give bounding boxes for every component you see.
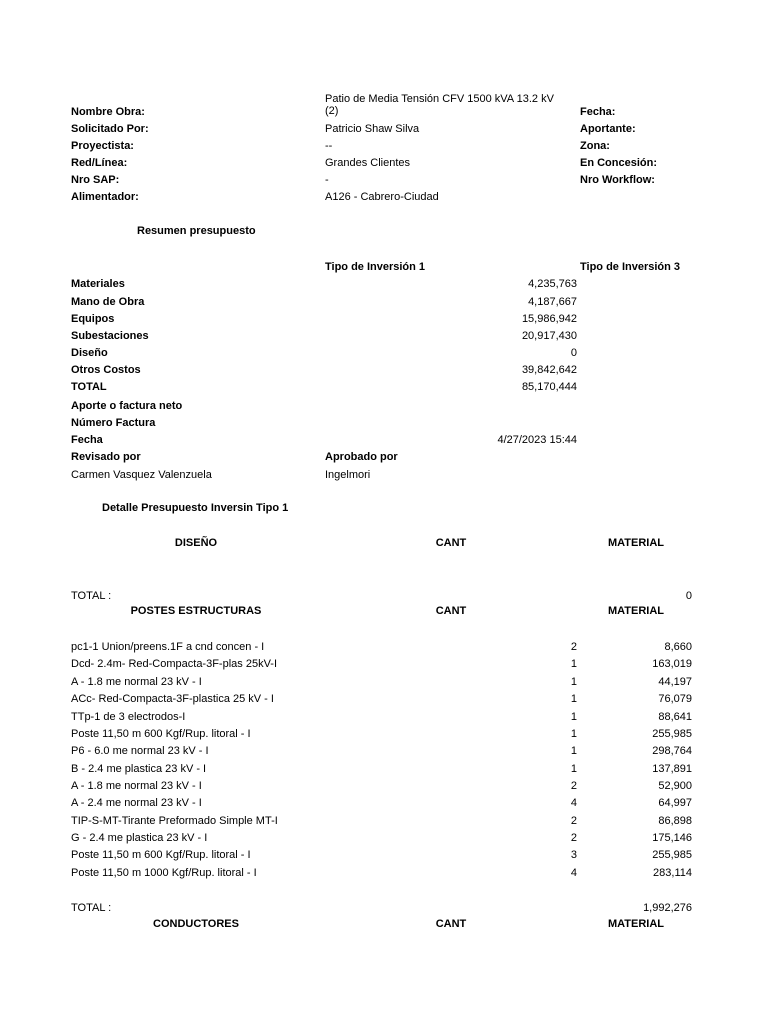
alimentador-value: A126 - Cabrero-Ciudad xyxy=(325,191,439,203)
postes-item-desc: TIP-S-MT-Tirante Preformado Simple MT-I xyxy=(71,815,278,827)
postes-item-cant: 1 xyxy=(570,693,577,705)
postes-total-value: 1,992,276 xyxy=(643,902,692,914)
postes-item-material: 64,997 xyxy=(658,797,692,809)
postes-item-material: 283,114 xyxy=(653,867,692,879)
obra-value-line1: Patio de Media Tensión CFV 1500 kVA 13.2 kV xyxy=(325,93,554,105)
postes-item-cant: 1 xyxy=(570,745,577,757)
diseno-material-header: MATERIAL xyxy=(607,537,664,549)
resumen-row-label: Diseño xyxy=(71,347,108,359)
diseno-total-label: TOTAL : xyxy=(71,590,112,602)
resumen-row-label: Número Factura xyxy=(71,417,156,429)
postes-item-cant: 1 xyxy=(570,728,577,740)
postes-item-cant: 4 xyxy=(570,797,577,809)
proyectista-value: -- xyxy=(325,140,333,152)
conductores-material-header: MATERIAL xyxy=(607,918,664,930)
postes-item-material: 163,019 xyxy=(652,658,692,670)
postes-item-cant: 2 xyxy=(570,641,577,653)
zona-label: Zona: xyxy=(580,140,610,152)
postes-item-material: 76,079 xyxy=(658,693,692,705)
resumen-row-label: Equipos xyxy=(71,313,115,325)
diseno-total-value: 0 xyxy=(685,590,692,602)
solicitado-label: Solicitado Por: xyxy=(71,123,149,135)
postes-item-desc: pc1-1 Union/preens.1F a cnd concen - I xyxy=(71,641,265,653)
resumen-row-value: 4/27/2023 15:44 xyxy=(497,434,577,446)
red-value: Grandes Clientes xyxy=(325,157,410,169)
postes-item-desc: G - 2.4 me plastica 23 kV - I xyxy=(71,832,208,844)
postes-material-header: MATERIAL xyxy=(607,605,664,617)
postes-item-desc: A - 1.8 me normal 23 kV - I xyxy=(71,780,202,792)
resumen-row-label: Mano de Obra xyxy=(71,296,145,308)
postes-item-material: 86,898 xyxy=(658,815,692,827)
conductores-cant-header: CANT xyxy=(435,918,467,930)
postes-item-cant: 1 xyxy=(570,711,577,723)
postes-cant-header: CANT xyxy=(435,605,467,617)
resumen-row-value: 0 xyxy=(570,347,577,359)
resumen-row-label: Subestaciones xyxy=(71,330,149,342)
postes-item-material: 298,764 xyxy=(652,745,692,757)
resumen-row-label: Fecha xyxy=(71,434,103,446)
postes-item-cant: 1 xyxy=(570,763,577,775)
postes-header: POSTES ESTRUCTURAS xyxy=(130,605,262,617)
aprobado-label: Aprobado por xyxy=(325,451,398,463)
postes-item-desc: A - 1.8 me normal 23 kV - I xyxy=(71,676,202,688)
fecha-label: Fecha: xyxy=(580,106,616,118)
sap-value: - xyxy=(325,174,329,186)
postes-item-desc: A - 2.4 me normal 23 kV - I xyxy=(71,797,202,809)
postes-item-desc: Poste 11,50 m 600 Kgf/Rup. litoral - I xyxy=(71,728,251,740)
resumen-row-value: 15,986,942 xyxy=(521,313,577,325)
resumen-row-label: Aporte o factura neto xyxy=(71,400,183,412)
postes-item-material: 52,900 xyxy=(658,780,692,792)
resumen-row-value: 4,187,667 xyxy=(528,296,577,308)
proyectista-label: Proyectista: xyxy=(71,140,134,152)
detalle-title: Detalle Presupuesto Inversin Tipo 1 xyxy=(102,502,289,514)
conductores-header: CONDUCTORES xyxy=(153,918,239,930)
postes-item-cant: 2 xyxy=(570,815,577,827)
postes-item-desc: Dcd- 2.4m- Red-Compacta-3F-plas 25kV-I xyxy=(71,658,278,670)
postes-item-cant: 1 xyxy=(570,658,577,670)
obra-value-line2: (2) xyxy=(325,105,339,117)
resumen-row-label: Otros Costos xyxy=(71,364,141,376)
postes-item-material: 255,985 xyxy=(652,849,692,861)
resumen-row-label: TOTAL xyxy=(71,381,107,393)
postes-item-material: 255,985 xyxy=(652,728,692,740)
resumen-row-label: Materiales xyxy=(71,278,125,290)
postes-item-material: 137,891 xyxy=(652,763,692,775)
resumen-row-value: 39,842,642 xyxy=(521,364,577,376)
postes-item-material: 88,641 xyxy=(658,711,692,723)
postes-item-material: 8,660 xyxy=(664,641,692,653)
resumen-row-value: 85,170,444 xyxy=(521,381,577,393)
workflow-label: Nro Workflow: xyxy=(580,174,655,186)
alimentador-label: Alimentador: xyxy=(71,191,139,203)
nombre-obra-label: Nombre Obra: xyxy=(71,106,145,118)
solicitado-value: Patricio Shaw Silva xyxy=(325,123,420,135)
postes-item-cant: 4 xyxy=(570,867,577,879)
postes-item-desc: B - 2.4 me plastica 23 kV - I xyxy=(71,763,207,775)
revisado-label: Revisado por xyxy=(71,451,141,463)
postes-item-desc: Poste 11,50 m 600 Kgf/Rup. litoral - I xyxy=(71,849,251,861)
postes-item-desc: P6 - 6.0 me normal 23 kV - I xyxy=(71,745,209,757)
resumen-title: Resumen presupuesto xyxy=(137,225,256,237)
postes-item-desc: TTp-1 de 3 electrodos-I xyxy=(71,711,186,723)
postes-total-label: TOTAL : xyxy=(71,902,112,914)
resumen-col1-header: Tipo de Inversión 1 xyxy=(325,261,426,273)
postes-item-desc: Poste 11,50 m 1000 Kgf/Rup. litoral - I xyxy=(71,867,257,879)
aportante-label: Aportante: xyxy=(580,123,636,135)
postes-item-material: 175,146 xyxy=(652,832,692,844)
resumen-row-value: 20,917,430 xyxy=(521,330,577,342)
diseno-header: DISEÑO xyxy=(174,537,218,549)
resumen-col3-header: Tipo de Inversión 3 xyxy=(580,261,681,273)
red-label: Red/Línea: xyxy=(71,157,128,169)
postes-item-material: 44,197 xyxy=(658,676,692,688)
concesion-label: En Concesión: xyxy=(580,157,658,169)
postes-item-desc: ACc- Red-Compacta-3F-plastica 25 kV - I xyxy=(71,693,274,705)
revisado-value: Carmen Vasquez Valenzuela xyxy=(71,469,212,481)
postes-item-cant: 2 xyxy=(570,780,577,792)
resumen-row-value: 4,235,763 xyxy=(528,278,577,290)
aprobado-value: Ingelmori xyxy=(325,469,371,481)
postes-item-cant: 3 xyxy=(570,849,577,861)
postes-item-cant: 1 xyxy=(570,676,577,688)
postes-item-cant: 2 xyxy=(570,832,577,844)
diseno-cant-header: CANT xyxy=(435,537,467,549)
sap-label: Nro SAP: xyxy=(71,174,120,186)
